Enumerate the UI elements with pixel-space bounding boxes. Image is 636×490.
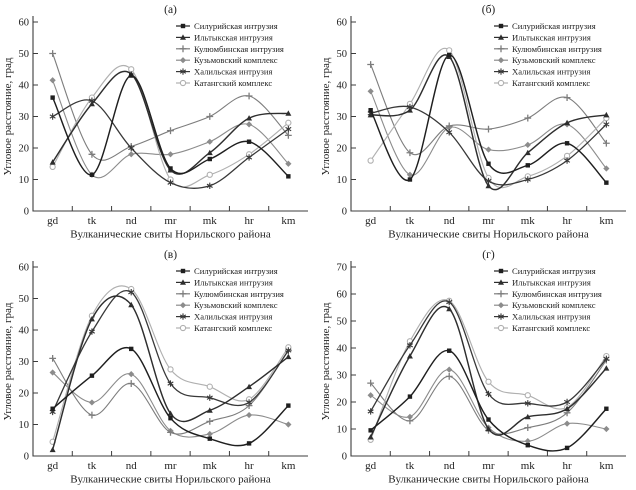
- y-tick-label: 10: [18, 420, 29, 432]
- y-tick-label: 0: [23, 206, 29, 218]
- filled-diamond-marker: [128, 371, 134, 377]
- filled-diamond-marker: [180, 302, 186, 308]
- star-marker: [564, 399, 570, 405]
- filled-square-marker: [368, 428, 372, 432]
- x-category-label: mr: [482, 215, 495, 227]
- x-axis-title: Вулканические свиты Норильского района: [70, 228, 271, 241]
- chart-a-svg: [0, 0, 318, 245]
- y-tick-label: 10: [336, 424, 347, 436]
- legend-label: Халильская интрузия: [194, 311, 273, 322]
- filled-square-marker: [526, 443, 530, 447]
- filled-diamond-marker: [246, 412, 252, 418]
- plus-marker: [524, 115, 531, 122]
- plus-marker: [485, 126, 492, 133]
- y-tick-label: 10: [336, 175, 347, 187]
- filled-diamond-marker: [207, 431, 213, 437]
- chart-title: (а): [164, 4, 177, 16]
- filled-diamond-marker: [446, 367, 452, 373]
- x-axis-title: Вулканические свиты Норильского района: [388, 473, 589, 486]
- legend-label: Силурийская интрузия: [194, 21, 278, 31]
- y-tick-label: 40: [336, 343, 347, 355]
- filled-square-marker: [208, 436, 212, 440]
- legend: [494, 21, 602, 88]
- legend-label: Ильтыкская интрузия: [194, 277, 273, 288]
- filled-triangle-marker: [603, 365, 609, 370]
- plus-marker: [49, 355, 56, 362]
- plus-marker: [180, 290, 187, 297]
- legend-label: Силурийская интрузия: [194, 266, 278, 276]
- plus-marker: [524, 424, 531, 431]
- y-tick-label: 20: [336, 143, 347, 155]
- x-category-label: gd: [47, 215, 59, 227]
- filled-square-marker: [247, 140, 251, 144]
- legend-label: Ильтыкская интрузия: [512, 32, 591, 43]
- filled-square-marker: [526, 163, 530, 167]
- legend-label: Катангский комплекс: [194, 78, 273, 88]
- legend-label: Катангский комплекс: [194, 323, 273, 333]
- open-circle-marker: [50, 164, 55, 169]
- filled-diamond-marker: [246, 121, 252, 127]
- series-line: [50, 73, 290, 178]
- legend-label: Силурийская интрузия: [512, 21, 596, 31]
- x-category-label: nd: [443, 215, 455, 227]
- legend-label: Кузьмовский комплекс: [194, 300, 278, 311]
- x-category-label: mr: [164, 215, 177, 227]
- x-category-label: hr: [562, 215, 572, 227]
- filled-square-marker: [50, 407, 54, 411]
- filled-diamond-marker: [167, 151, 173, 157]
- plus-marker: [498, 45, 505, 52]
- legend-label: Катангский комплекс: [512, 78, 591, 88]
- x-axis-title: Вулканические свиты Норильского района: [388, 228, 589, 241]
- open-circle-marker: [368, 158, 373, 163]
- legend-label: Кузьмовский комплекс: [194, 55, 278, 66]
- filled-diamond-marker: [498, 302, 504, 308]
- y-axis-title: Угловое расстояние, град: [320, 302, 332, 421]
- chart-panel-g: [318, 245, 636, 490]
- open-circle-marker: [168, 367, 173, 372]
- filled-square-marker: [181, 24, 185, 28]
- filled-diamond-marker: [285, 421, 291, 427]
- plus-marker: [89, 412, 96, 419]
- y-axis-title: Угловое расстояние, град: [2, 302, 14, 421]
- x-category-label: tk: [87, 460, 97, 472]
- chart-title: (г): [482, 249, 495, 261]
- star-marker: [50, 113, 56, 119]
- open-circle-marker: [447, 48, 452, 53]
- y-tick-label: 30: [336, 112, 347, 124]
- y-tick-label: 60: [336, 17, 347, 29]
- chart-b-svg: [318, 0, 636, 245]
- x-category-label: mk: [202, 215, 217, 227]
- plus-marker: [180, 45, 187, 52]
- filled-diamond-marker: [368, 88, 374, 94]
- open-circle-marker: [180, 80, 185, 85]
- y-tick-label: 20: [336, 397, 347, 409]
- filled-square-marker: [565, 446, 569, 450]
- open-circle-marker: [498, 80, 503, 85]
- chart-panel-a: [0, 0, 318, 245]
- y-axis-title: Угловое расстояние, град: [320, 57, 332, 176]
- y-tick-label: 0: [23, 451, 29, 463]
- filled-triangle-marker: [50, 447, 56, 452]
- y-tick-label: 60: [336, 289, 347, 301]
- filled-diamond-marker: [180, 57, 186, 63]
- filled-square-marker: [565, 141, 569, 145]
- open-circle-marker: [207, 172, 212, 177]
- filled-square-marker: [181, 269, 185, 273]
- filled-square-marker: [168, 166, 172, 170]
- x-category-label: gd: [365, 215, 377, 227]
- y-tick-label: 50: [18, 49, 29, 61]
- legend-label: Кулюмбинская интрузия: [512, 288, 602, 299]
- star-marker: [564, 157, 570, 163]
- filled-square-marker: [208, 157, 212, 161]
- plus-marker: [367, 61, 374, 68]
- legend-label: Халильская интрузия: [512, 66, 591, 77]
- filled-square-marker: [604, 180, 608, 184]
- filled-square-marker: [604, 407, 608, 411]
- x-category-label: nd: [125, 215, 137, 227]
- chart-panel-b: [318, 0, 636, 245]
- filled-square-marker: [286, 174, 290, 178]
- filled-square-marker: [168, 416, 172, 420]
- filled-diamond-marker: [207, 139, 213, 145]
- filled-diamond-marker: [50, 77, 56, 83]
- filled-square-marker: [499, 24, 503, 28]
- legend-label: Кузьмовский комплекс: [512, 300, 596, 311]
- legend: [176, 266, 284, 333]
- chart-g-svg: [318, 245, 636, 490]
- chart-panel-v: [0, 245, 318, 490]
- open-circle-marker: [525, 393, 530, 398]
- x-category-label: nd: [443, 460, 455, 472]
- filled-square-marker: [486, 162, 490, 166]
- filled-diamond-marker: [485, 146, 491, 152]
- filled-diamond-marker: [564, 421, 570, 427]
- x-category-label: gd: [47, 460, 59, 472]
- filled-diamond-marker: [603, 426, 609, 432]
- x-category-label: mk: [520, 460, 535, 472]
- plus-marker: [407, 418, 414, 425]
- x-category-label: mr: [482, 460, 495, 472]
- x-axis-title: Вулканические свиты Норильского района: [70, 473, 271, 486]
- filled-square-marker: [286, 403, 290, 407]
- filled-square-marker: [447, 53, 451, 57]
- y-tick-label: 50: [336, 49, 347, 61]
- legend: [494, 266, 602, 333]
- legend-label: Ильтыкская интрузия: [194, 32, 273, 43]
- x-category-label: hr: [562, 460, 572, 472]
- legend-label: Кулюмбинская интрузия: [512, 43, 602, 54]
- filled-square-marker: [129, 347, 133, 351]
- plus-marker: [446, 373, 453, 380]
- filled-diamond-marker: [89, 399, 95, 405]
- x-category-label: gd: [365, 460, 377, 472]
- y-tick-label: 10: [18, 175, 29, 187]
- y-tick-label: 40: [336, 80, 347, 92]
- y-tick-label: 20: [18, 143, 29, 155]
- filled-square-marker: [447, 349, 451, 353]
- filled-square-marker: [368, 108, 372, 112]
- plus-marker: [206, 418, 213, 425]
- series-line: [368, 349, 608, 451]
- y-tick-label: 60: [18, 262, 29, 274]
- filled-square-marker: [50, 95, 54, 99]
- open-circle-marker: [486, 379, 491, 384]
- legend-label: Халильская интрузия: [512, 311, 591, 322]
- x-category-label: hr: [244, 460, 254, 472]
- open-circle-marker: [286, 120, 291, 125]
- plus-marker: [498, 290, 505, 297]
- x-category-label: hr: [244, 215, 254, 227]
- filled-square-marker: [408, 177, 412, 181]
- filled-diamond-marker: [525, 142, 531, 148]
- plus-marker: [167, 429, 174, 436]
- x-category-label: mk: [202, 460, 217, 472]
- legend-label: Катангский комплекс: [512, 323, 591, 333]
- plus-marker: [167, 127, 174, 134]
- y-axis-title: Угловое расстояние, град: [2, 57, 14, 176]
- filled-square-marker: [499, 269, 503, 273]
- plus-marker: [206, 113, 213, 120]
- y-tick-label: 40: [18, 325, 29, 337]
- filled-square-marker: [90, 373, 94, 377]
- y-tick-label: 30: [336, 370, 347, 382]
- filled-square-marker: [408, 394, 412, 398]
- plus-marker: [49, 50, 56, 57]
- plus-marker: [246, 93, 253, 100]
- x-category-label: tk: [405, 460, 415, 472]
- plus-marker: [128, 380, 135, 387]
- x-category-label: tk: [87, 215, 97, 227]
- legend-label: Ильтыкская интрузия: [512, 277, 591, 288]
- open-circle-marker: [180, 325, 185, 330]
- y-tick-label: 30: [18, 357, 29, 369]
- chart-title: (б): [481, 4, 496, 16]
- series-line: [49, 347, 292, 436]
- legend-label: Халильская интрузия: [194, 66, 273, 77]
- filled-square-marker: [247, 441, 251, 445]
- filled-diamond-marker: [498, 57, 504, 63]
- plus-marker: [564, 94, 571, 101]
- y-tick-label: 30: [18, 112, 29, 124]
- x-category-label: mk: [520, 215, 535, 227]
- y-tick-label: 20: [18, 388, 29, 400]
- chart-title: (в): [163, 249, 178, 261]
- series-line: [368, 104, 609, 185]
- y-tick-label: 0: [341, 206, 347, 218]
- x-category-label: km: [599, 460, 614, 472]
- y-tick-label: 0: [341, 451, 347, 463]
- filled-square-marker: [129, 73, 133, 77]
- x-category-label: km: [281, 460, 296, 472]
- y-tick-label: 50: [18, 294, 29, 306]
- x-category-label: tk: [405, 215, 415, 227]
- legend-label: Силурийская интрузия: [512, 266, 596, 276]
- y-tick-label: 50: [336, 316, 347, 328]
- x-category-label: nd: [125, 460, 137, 472]
- open-circle-marker: [498, 325, 503, 330]
- legend-label: Кузьмовский комплекс: [512, 55, 596, 66]
- open-circle-marker: [207, 384, 212, 389]
- filled-square-marker: [486, 417, 490, 421]
- y-tick-label: 70: [336, 262, 347, 274]
- x-category-label: km: [281, 215, 296, 227]
- legend-label: Кулюмбинская интрузия: [194, 288, 284, 299]
- legend: [176, 21, 284, 88]
- filled-square-marker: [90, 173, 94, 177]
- chart-v-svg: [0, 245, 318, 490]
- y-tick-label: 40: [18, 80, 29, 92]
- x-category-label: mr: [164, 460, 177, 472]
- legend-label: Кулюмбинская интрузия: [194, 43, 284, 54]
- y-tick-label: 60: [18, 17, 29, 29]
- x-category-label: km: [599, 215, 614, 227]
- filled-diamond-marker: [128, 151, 134, 157]
